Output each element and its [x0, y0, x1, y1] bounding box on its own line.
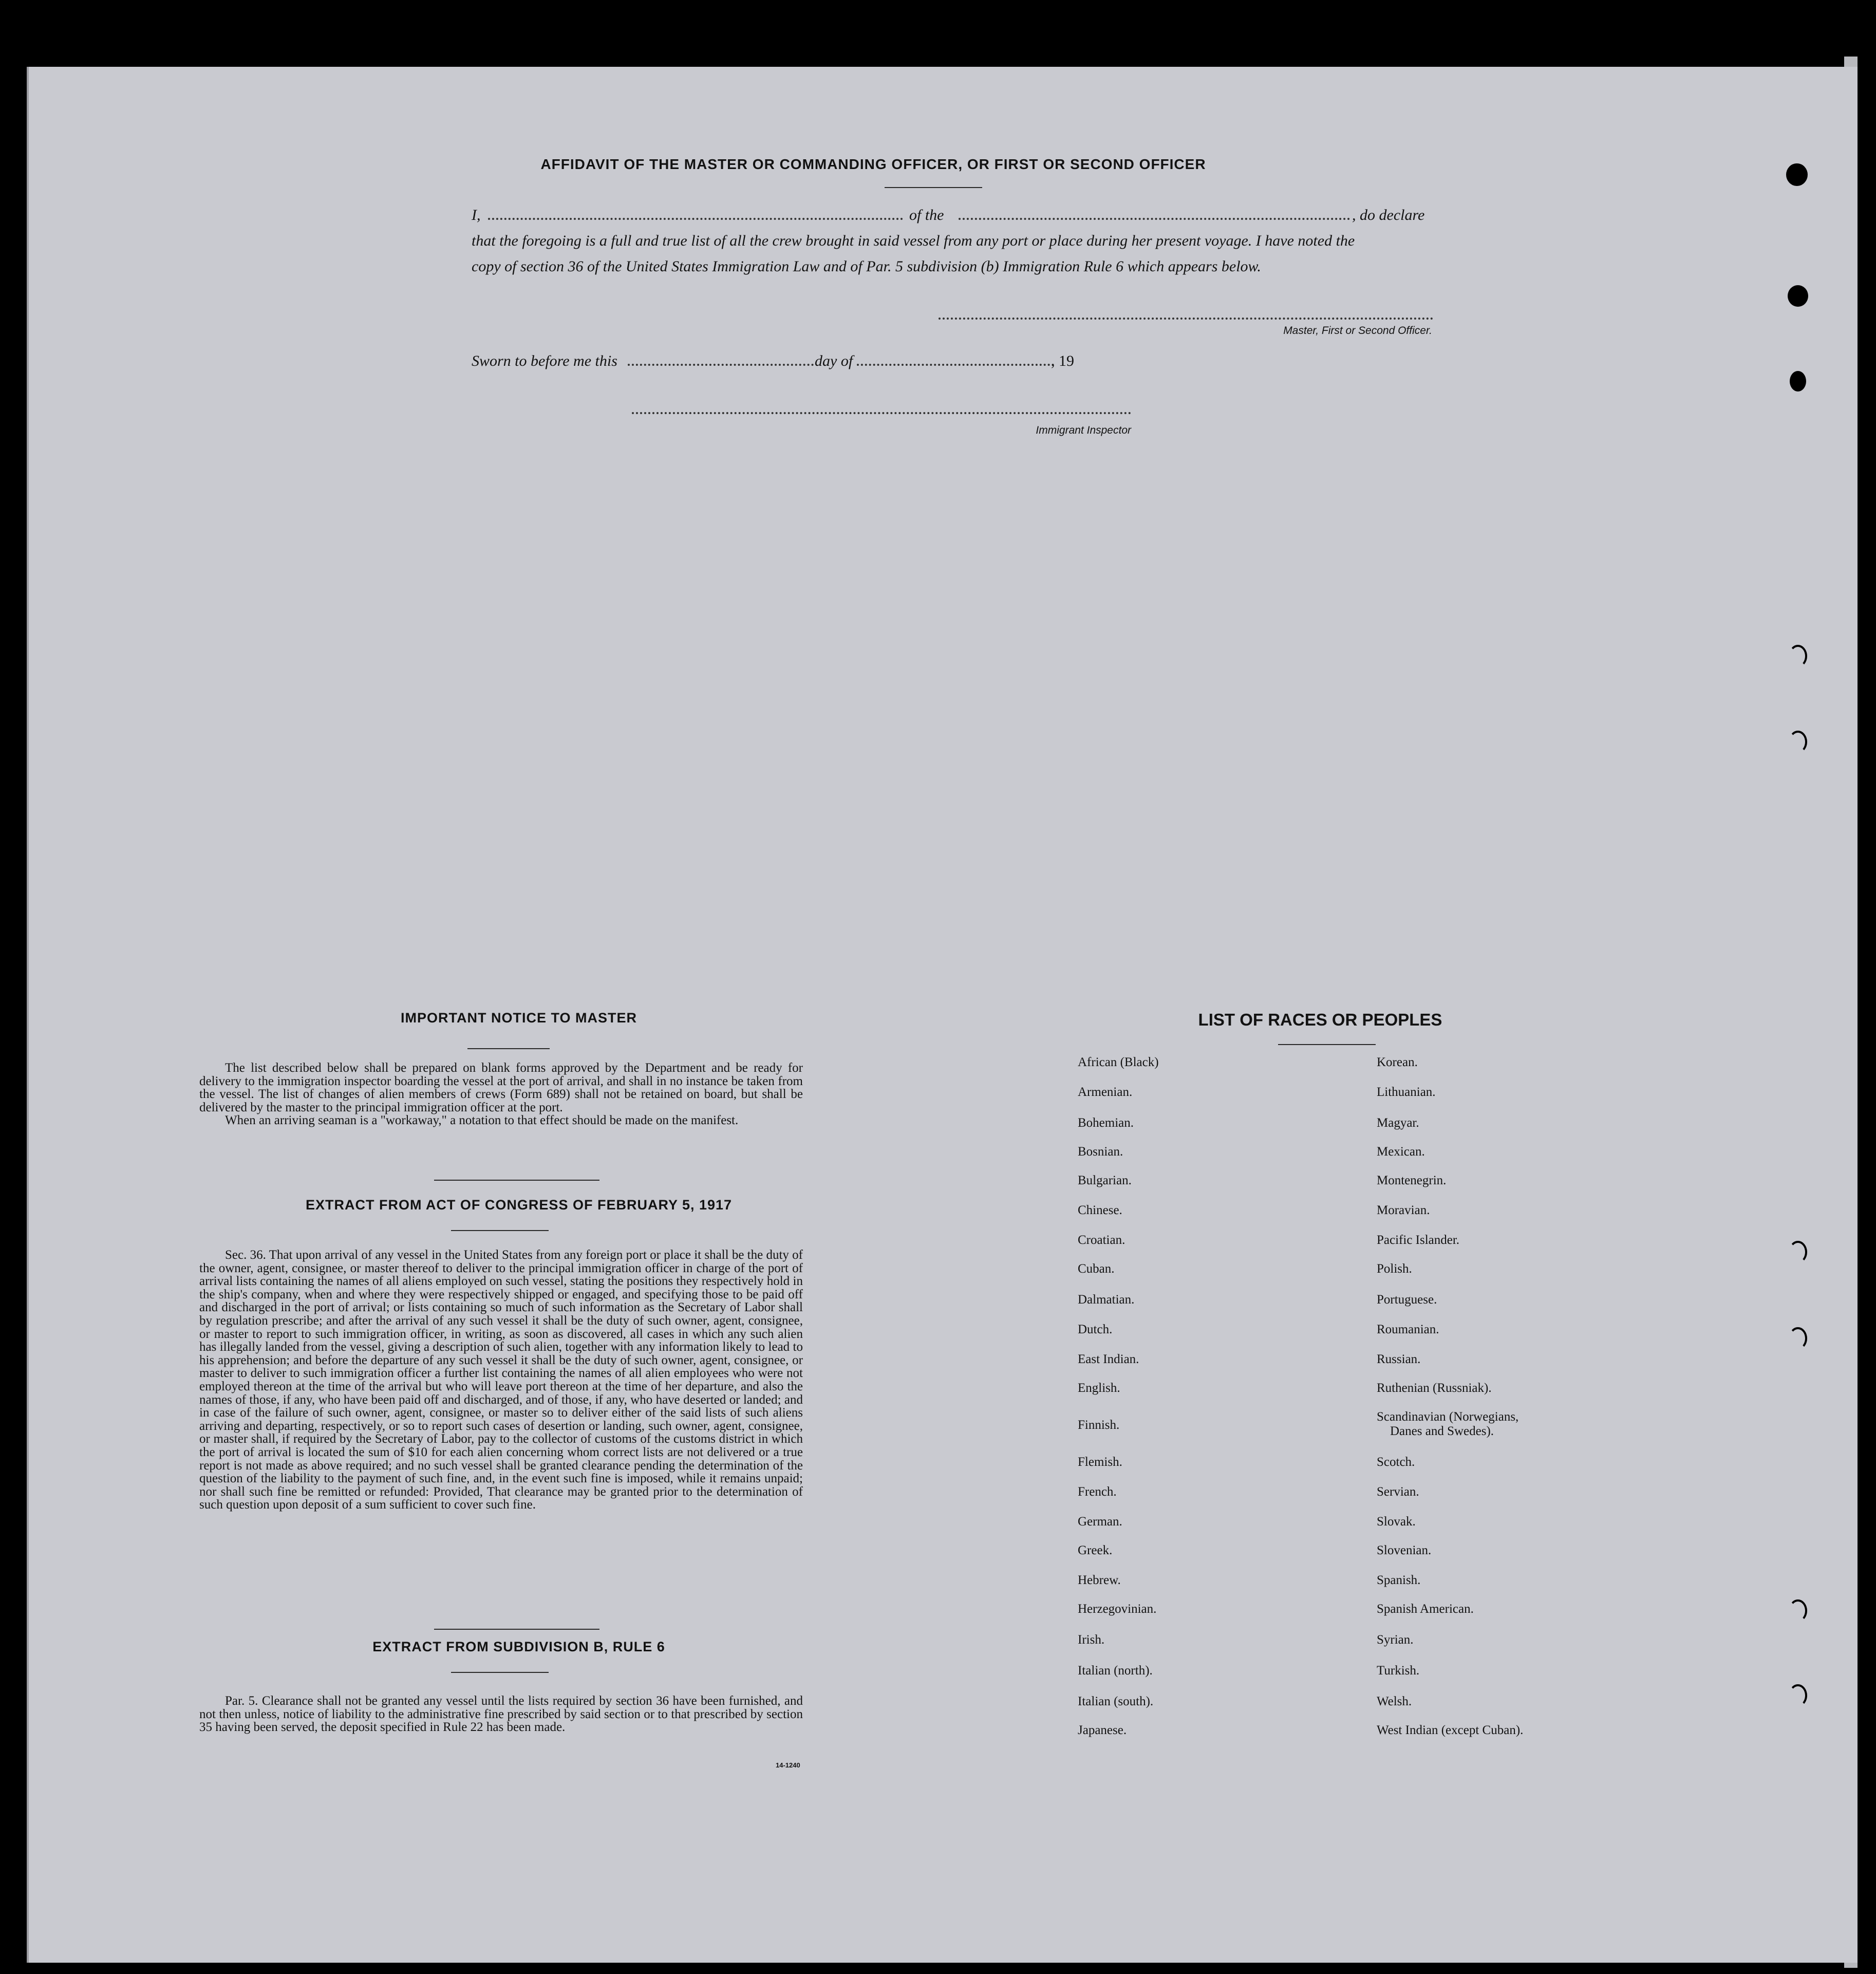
races-title: LIST OF RACES OR PEOPLES: [1198, 1010, 1442, 1029]
punch-hole-icon: [1789, 1241, 1807, 1263]
declaration-i: I,: [472, 207, 481, 224]
rule-text: [199, 1694, 803, 1734]
race-item: Scandinavian (Norwegians,: [1377, 1410, 1519, 1424]
race-item: Danes and Swedes).: [1390, 1424, 1494, 1438]
race-item: Flemish.: [1078, 1455, 1122, 1469]
race-item: Pacific Islander.: [1377, 1233, 1460, 1247]
race-item: Bulgarian.: [1078, 1174, 1132, 1187]
punch-hole-icon: [1789, 731, 1807, 753]
act-title: EXTRACT FROM ACT OF CONGRESS OF FEBRUARY 5, 1917: [305, 1197, 733, 1213]
race-item: Greek.: [1078, 1543, 1113, 1557]
race-item: Dutch.: [1078, 1323, 1113, 1336]
race-item: Cuban.: [1078, 1262, 1115, 1276]
race-item: German.: [1078, 1515, 1122, 1529]
rule-title-rule: [451, 1672, 549, 1673]
race-item: Portuguese.: [1377, 1293, 1437, 1307]
race-item: Roumanian.: [1377, 1323, 1439, 1336]
race-item: Italian (south).: [1078, 1694, 1154, 1708]
race-item: Montenegrin.: [1377, 1174, 1447, 1187]
race-item: Mexican.: [1377, 1145, 1425, 1159]
declaration-end: , do declare: [1352, 207, 1425, 224]
notice-title: IMPORTANT NOTICE TO MASTER: [401, 1010, 637, 1026]
race-item: Scotch.: [1377, 1455, 1415, 1469]
race-item: African (Black): [1078, 1055, 1159, 1069]
inspector-label: Immigrant Inspector: [1036, 424, 1131, 436]
sworn-day-field[interactable]: [628, 364, 814, 366]
race-item: Armenian.: [1078, 1085, 1133, 1099]
race-item: Moravian.: [1377, 1203, 1430, 1217]
race-item: Korean.: [1377, 1055, 1418, 1069]
race-item: East Indian.: [1078, 1352, 1139, 1366]
race-item: Welsh.: [1377, 1694, 1412, 1708]
punch-hole-icon: [1789, 1327, 1807, 1350]
punch-hole-icon: [1790, 371, 1806, 392]
race-item: Bosnian.: [1078, 1145, 1123, 1159]
race-item: Syrian.: [1377, 1633, 1414, 1647]
document-sheet: [27, 67, 1858, 1963]
notice-title-rule: [467, 1048, 550, 1049]
sworn-day-of: day of: [815, 352, 853, 369]
act-text: [199, 1249, 803, 1512]
sworn-month-field[interactable]: [857, 364, 1054, 366]
race-item: Irish.: [1078, 1633, 1105, 1647]
vessel-name-field[interactable]: [959, 218, 1350, 220]
race-item: Herzegovinian.: [1078, 1602, 1157, 1616]
race-item: Chinese.: [1078, 1203, 1122, 1217]
race-item: Spanish American.: [1377, 1602, 1474, 1616]
act-section-36: Sec. 36. That upon arrival of any vessel in the United States from any foreign port or place it shall be the duty of the owner, agent, consignee, or master thereof to deliver to the principal immigration officer in charge of the port of arrival lists containing the names of all aliens employed on such vessel, stating the positions they respectively hold in the ship's company, when and where they were respectively shipped or engaged, and specifying those to be paid off and discharged in the port of arrival; or lists containing so much of such information as the Secretary of Labor shall by regulation prescribe; and after the arrival of any such vessel it shall be the duty of such owner, agent, consignee, or master to report to such immigration officer, in writing, as soon as discovered, all cases in which any such alien has illegally landed from the vessel, giving a description of such alien, together with any information likely to lead to his apprehension; and before the departure of any such vessel it shall be the duty of such owner, agent, consignee, or master to deliver to such immigration officer a further list containing the names of all alien employees who were not employed thereon at the time of the arrival but who will leave port thereon at the time of her departure, and also the names of those, if any, who have been paid off and discharged, and of those, if any, who have deserted or landed; and in case of the failure of such owner, agent, consignee, or master so to deliver either of the said lists of such aliens arriving and departing, respectively, or so to report such cases of desertion or landing, such owner, agent, consignee, or master shall, if required by the Secretary of Labor, pay to the collector of customs of the customs district in which the port of arrival is located the sum of $10 for each alien concerning whom correct lists are not delivered or a true report is not made as above required; and no such vessel shall be granted clearance pending the determination of the question of the liability to the payment of such fine, and, in the event such fine is imposed, while it remains unpaid; nor shall such fine be remitted or refunded: Provided, That clearance may be granted prior to the determination of such question upon deposit of a sum sufficient to cover such fine.: [199, 1248, 803, 1512]
race-item: Russian.: [1377, 1352, 1421, 1366]
rule-title: EXTRACT FROM SUBDIVISION B, RULE 6: [372, 1639, 665, 1654]
race-item: Slovak.: [1377, 1515, 1416, 1529]
race-item: Turkish.: [1377, 1664, 1420, 1678]
sworn-year-prefix: , 19: [1051, 352, 1074, 369]
race-item: Slovenian.: [1377, 1543, 1432, 1557]
statement-line-2: copy of section 36 of the United States Immigration Law and of Par. 5 subdivision (b) Immigration Rule 6 which appears below.: [472, 258, 1261, 275]
master-name-field[interactable]: [488, 218, 903, 220]
race-item: Magyar.: [1377, 1116, 1419, 1130]
race-item: West Indian (except Cuban).: [1377, 1723, 1524, 1737]
master-signature-line[interactable]: [939, 318, 1433, 320]
notice-paragraph-1: The list described below shall be prepared on blank forms approved by the Department and be ready for delivery to the immigration inspector boarding the vessel at the port of arrival, and shall in no instance be taken from the vessel. The list of changes of alien members of crews (Form 689) shall not be retained on board, but shall be delivered by the master to the principal immigration officer at the port.: [199, 1061, 803, 1114]
affidavit-title: AFFIDAVIT OF THE MASTER OR COMMANDING OFFICER, OR FIRST OR SECOND OFFICER: [540, 156, 1206, 172]
race-item: Spanish.: [1377, 1573, 1421, 1587]
punch-hole-icon: [1789, 1684, 1807, 1707]
race-item: Servian.: [1377, 1485, 1419, 1499]
races-title-rule: [1278, 1044, 1376, 1045]
punch-hole-icon: [1788, 285, 1808, 307]
race-item: Ruthenian (Russniak).: [1377, 1381, 1492, 1395]
race-item: Polish.: [1377, 1262, 1412, 1276]
notice-paragraph-2: When an arriving seaman is a "workaway," a notation to that effect should be made on the manifest.: [225, 1113, 739, 1128]
declaration-of: of the: [909, 207, 944, 224]
race-item: Dalmatian.: [1078, 1293, 1135, 1307]
notice-text: [199, 1062, 803, 1127]
form-number: 14-1240: [776, 1761, 800, 1769]
race-item: Hebrew.: [1078, 1573, 1121, 1587]
statement-line-1: that the foregoing is a full and true list of all the crew brought in said vessel from any port or place during her present voyage. I have noted the: [472, 232, 1355, 249]
race-item: Japanese.: [1078, 1723, 1127, 1737]
race-item: Bohemian.: [1078, 1116, 1134, 1130]
race-item: Italian (north).: [1078, 1664, 1153, 1678]
punch-hole-icon: [1789, 1599, 1807, 1622]
rule-top-rule: [434, 1629, 599, 1630]
race-item: Croatian.: [1078, 1233, 1125, 1247]
affidavit-title-rule: [885, 187, 982, 188]
race-item: Lithuanian.: [1377, 1085, 1436, 1099]
punch-hole-icon: [1786, 163, 1808, 186]
inspector-signature-line[interactable]: [632, 412, 1131, 414]
race-item: English.: [1078, 1381, 1120, 1395]
race-item: Finnish.: [1078, 1418, 1120, 1432]
act-top-rule: [434, 1180, 599, 1181]
rule-paragraph-5: Par. 5. Clearance shall not be granted any vessel until the lists required by section 36 have been furnished, and not then unless, notice of liability to the administrative fine prescribed by said section or to that prescribed by section 35 having been served, the deposit specified in Rule 22 has been made.: [199, 1694, 803, 1735]
punch-hole-icon: [1789, 645, 1807, 667]
act-title-rule: [451, 1230, 549, 1231]
sworn-text: Sworn to before me this: [472, 352, 617, 369]
race-item: French.: [1078, 1485, 1117, 1499]
master-signature-label: Master, First or Second Officer.: [1283, 325, 1432, 337]
